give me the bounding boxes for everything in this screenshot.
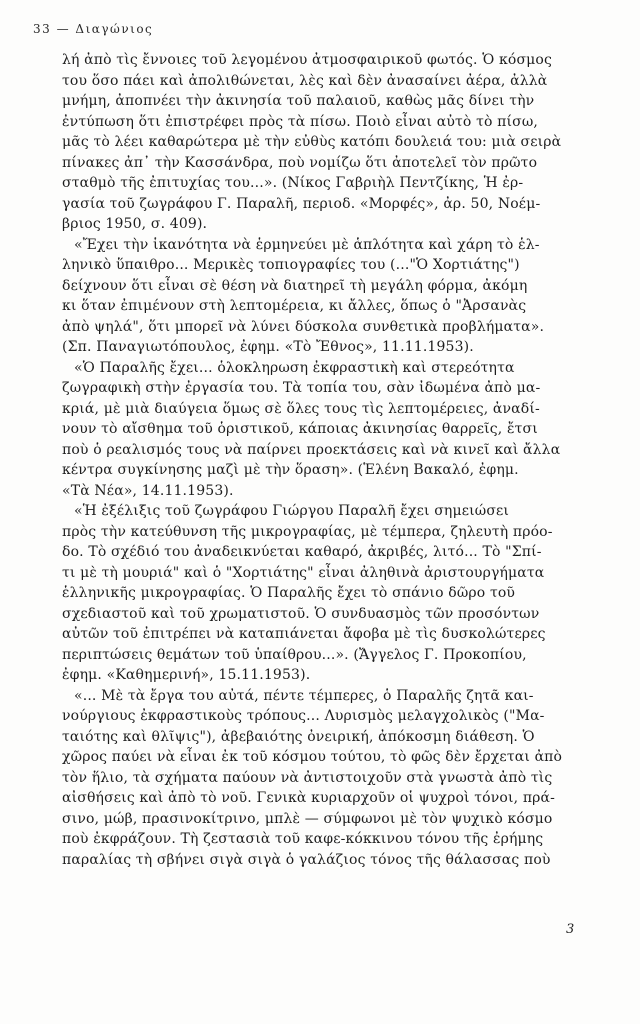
text-line: ποὺ ἐκφράζουν. Τὴ ζεστασιὰ τοῦ καφε-κόκκινου τόνου τῆς ἐρήμης: [62, 831, 544, 847]
text-line: περιπτώσεις θεμάτων τοῦ ὑπαίθρου...». (Ἄγγελος Γ. Προκοπίου,: [62, 646, 527, 663]
body-text: [62, 50, 590, 870]
text-line: ἑλληνικῆς μικρογραφίας. Ὁ Παραλῆς ἔχει τὸ σπάνιο δῶρο τοῦ: [62, 585, 516, 601]
page-mark: 3: [566, 922, 575, 937]
text-line: ἀπὸ ψηλά", ὅτι μπορεῖ νὰ λύνει δύσκολα συνθετικὰ προβλήματα».: [62, 318, 545, 335]
paragraph-3: [62, 358, 590, 502]
text-line: μνήμη, ἀποπνέει τὴν ἀκινησία τοῦ παλαιοῦ, καθὼς μᾶς δίνει τὴν: [62, 93, 535, 109]
text-line: λή ἀπὸ τὶς ἔννοιες τοῦ λεγομένου ἀτμοσφαιρικοῦ φωτός. Ὁ κόσμος: [62, 52, 552, 68]
text-line: τὸν ἥλιο, τὰ σχήματα παύουν νὰ ἀντιστοιχοῦν στὰ γνωστὰ ἀπὸ τὶς: [62, 769, 553, 786]
text-line: ἐντύπωση ὅτι ἐπιστρέφει πρὸς τὰ πίσω. Ποιὸ εἶναι αὐτὸ τὸ πίσω,: [62, 113, 539, 130]
text-line: σταθμὸ τῆς ἐπιτυχίας του...». (Νίκος Γαβριὴλ Πεντζίκης, Ἡ ἐρ-: [62, 175, 524, 191]
text-line: ταιότης καὶ θλῖψις"), ἀβεβαιότης ὀνειρική, ἀπόκοσμη διάθεση. Ὁ: [62, 728, 535, 745]
text-line: του ὅσο πάει καὶ ἀπολιθώνεται, λὲς καὶ δὲν ἀνασαίνει ἀέρα, ἀλλὰ: [62, 72, 548, 89]
paragraph-1: [62, 50, 590, 235]
text-line: ζωγραφικὴ στὴν ἐργασία του. Τὰ τοπία του, σὰν ἰδωμένα ἀπὸ μα-: [62, 380, 541, 396]
text-line: κι ὅταν ἐπιμένουν στὴ λεπτομέρεια, κι ἄλλες, ὅπως ὁ "Ἀρσανὰς: [62, 298, 527, 314]
text-line: νούργιους ἐκφραστικοὺς τρόπους... Λυρισμὸς μελαγχολικὸς ("Μα-: [62, 708, 545, 724]
text-line: «Ἔχει τὴν ἱκανότητα νὰ ἑρμηνεύει μὲ ἁπλότητα καὶ χάρη τὸ ἑλ-: [74, 236, 540, 253]
running-head: 33 — Διαγώνιος: [33, 22, 154, 36]
text-line: κριά, μὲ μιὰ διαύγεια ὅμως σὲ ὅλες τους τὶς λεπτομέρειες, ἀναδί-: [62, 400, 540, 417]
text-line: «Τὰ Νέα», 14.11.1953).: [62, 482, 234, 499]
paragraph-5: [62, 686, 590, 871]
text-line: ποὺ ὁ ρεαλισμός τους νὰ παίρνει προεκτάσεις καὶ νὰ κινεῖ καὶ ἄλλα: [62, 441, 561, 458]
text-line: παραλίας τὴ σβήνει σιγὰ σιγὰ ὁ γαλάζιος τόνος τῆς θάλασσας ποὺ: [62, 851, 551, 868]
text-line: σινο, μώβ, πρασινοκίτρινο, μπλὲ — σύμφωνοι μὲ τὸν ψυχικὸ κόσμο: [62, 810, 553, 827]
text-line: τι μὲ τὴ μουριά" καὶ ὁ "Χορτιάτης" εἶναι ἀληθινὰ ἀριστουργήματα: [62, 564, 545, 581]
text-line: μᾶς τὸ λέει καθαρώτερα μὲ τὴν εὐθὺς κατόπι δουλειά του: μιὰ σειρὰ: [62, 134, 562, 150]
text-line: (Σπ. Παναγιωτόπουλος, ἐφημ. «Τὸ Ἔθνος», 11.11.1953).: [62, 339, 474, 355]
text-line: γασία τοῦ ζωγράφου Γ. Παραλῆ, περιοδ. «Μορφές», ἀρ. 50, Νοέμ-: [62, 195, 541, 212]
text-line: πίνακες ἀπ᾿ τὴν Κασσάνδρα, ποὺ νομίζω ὅτι ἀποτελεῖ τὸν πρῶτο: [62, 154, 538, 171]
paragraph-4: [62, 501, 590, 686]
text-line: αὐτῶν τοῦ ἐπιτρέπει νὰ καταπιάνεται ἄφοβα μὲ τὶς δυσκολώτερες: [62, 626, 546, 642]
text-line: ληνικὸ ὕπαιθρο... Μερικὲς τοπιογραφίες του (..."Ὁ Χορτιάτης"): [62, 257, 520, 273]
text-line: πρὸς τὴν κατεύθυνση τῆς μικρογραφίας, μὲ τέμπερα, ζηλευτὴ πρόο-: [62, 523, 553, 540]
text-line: σχεδιαστοῦ καὶ τοῦ χρωματιστοῦ. Ὁ συνδυασμὸς τῶν προσόντων: [62, 605, 540, 622]
text-line: δο. Τὸ σχέδιό του ἀναδεικνύεται καθαρό, ἀκριβές, λιτό... Τὸ "Σπί-: [62, 544, 542, 560]
text-line: χῶρος παύει νὰ εἶναι ἐκ τοῦ κόσμου τούτου, τὸ φῶς δὲν ἔρχεται ἀπὸ: [62, 749, 563, 765]
text-line: «... Μὲ τὰ ἔργα του αὐτά, πέντε τέμπερες, ὁ Παραλῆς ζητᾶ και-: [74, 687, 534, 704]
text-line: αἰσθήσεις καὶ ἀπὸ τὸ νοῦ. Γενικὰ κυριαρχοῦν οἱ ψυχροὶ τόνοι, πρά-: [62, 790, 556, 806]
text-line: νουν τὸ αἴσθημα τοῦ ὁριστικοῦ, κάποιας ἀκινησίας θαρρεῖς, ἔτσι: [62, 421, 538, 437]
text-line: βριος 1950, σ. 409).: [62, 216, 208, 232]
paragraph-2: [62, 235, 590, 358]
text-line: «Ὁ Παραλῆς ἔχει... ὁλοκληρωση ἐκφραστικὴ καὶ στερεότητα: [74, 359, 515, 376]
text-line: κέντρα συγκίνησης μαζὶ μὲ τὴν ὅραση». (Ἑλένη Βακαλό, ἐφημ.: [62, 462, 519, 478]
text-line: δείχνουν ὅτι εἶναι σὲ θέση νὰ διατηρεῖ τὴ μεγάλη φόρμα, ἀκόμη: [62, 277, 528, 294]
text-line: ἐφημ. «Καθημερινή», 15.11.1953).: [62, 667, 311, 683]
text-line: «Ἡ ἐξέλιξις τοῦ ζωγράφου Γιώργου Παραλῆ ἔχει σημειώσει: [74, 503, 510, 519]
